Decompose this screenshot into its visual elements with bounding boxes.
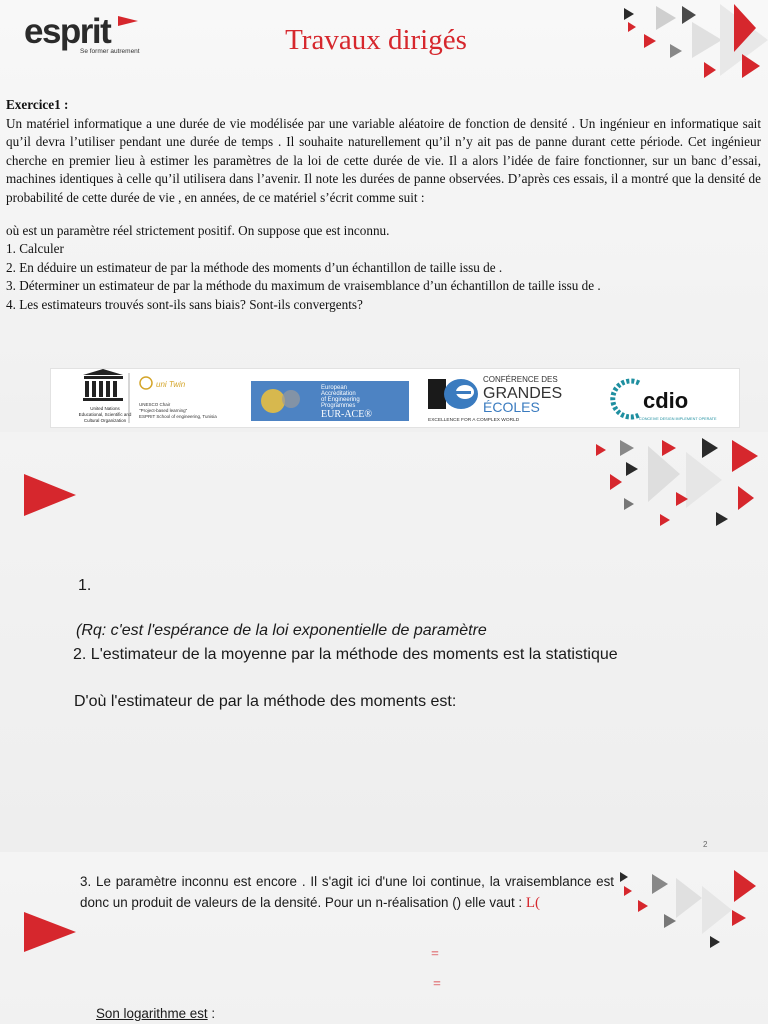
red-arrow-icon <box>24 474 76 516</box>
eurace-line-2: Accreditation <box>321 391 356 397</box>
exercise-heading: Exercice1 : <box>6 97 69 112</box>
partner-logos-icon <box>51 369 739 427</box>
log-likelihood-colon: : <box>207 1006 216 1021</box>
unitwin-name: uni Twin <box>156 380 186 389</box>
eurace-line-4: Programmes <box>321 403 356 409</box>
likelihood-symbol: L( <box>525 894 541 911</box>
decorative-triangles-icon <box>612 866 768 976</box>
exercise-statement: Un matériel informatique a une durée de vie modélisée par une variable aléatoire de fonction de densité . Un ingénieur en informatique sait qu’il devra l’utiliser pendant une durée de temps . Il souhaite naturellement qu’il n’y ait pas de panne durant cette période. Cet ingénieur cherche en premier lieu à estimer les paramètres de la loi de cette durée de vie. Il a alors l’idée de faire fonctionner, sur un banc d’essai, machines identiques à celle qu’il utilisera dans l’avenir. Il note les durées de panne observées. D’après ces essais, il a montré que la densité de probabilité de cette durée de vie , en années, de ce matériel s’écrit comme suit : <box>6 115 761 205</box>
solution-slide <box>0 432 768 852</box>
log-likelihood-label <box>96 1006 215 1021</box>
unesco-line-1: United Nations <box>90 406 120 411</box>
exercise-body <box>6 96 761 315</box>
question-3: 3. Déterminer un estimateur de par la méthode du maximum de vraisemblance d’un échantillon de taille issu de . <box>6 278 601 294</box>
partners-banner <box>50 368 740 428</box>
unitwin-line-1: UNESCO Chair <box>139 402 171 407</box>
eurace-line-1: European <box>321 385 348 391</box>
unesco-line-2: Educational, Scientific and <box>78 412 132 417</box>
answer-2-conclusion: D'où l'estimateur de par la méthode des moments est: <box>74 693 457 710</box>
unesco-logo-icon <box>79 369 132 423</box>
question-1: 1. Calculer <box>6 241 64 257</box>
log-likelihood-text: Son logarithme est <box>96 1006 208 1021</box>
unitwin-line-3: ESPRIT School of engineering, Tunisia <box>139 414 217 419</box>
cdio-name: cdio <box>643 388 689 413</box>
unitwin-logo-icon <box>139 377 217 419</box>
question-2: 2. En déduire un estimateur de par la méthode des moments d’un échantillon de taille issu de . <box>6 259 503 275</box>
cdio-logo-icon <box>613 381 717 421</box>
cge-top: CONFÉRENCE DES <box>483 375 558 384</box>
page-title: Travaux dirigés <box>285 24 467 56</box>
cge-logo-icon <box>428 375 562 423</box>
exercise-note: où est un paramètre réel strictement positif. On suppose que est inconnu. <box>6 222 390 238</box>
exercise-slide <box>0 0 768 432</box>
page-number: 2 <box>703 840 708 849</box>
answer-3 <box>80 872 614 913</box>
equation-line-1: = <box>431 947 439 962</box>
decorative-triangles-icon <box>600 0 768 92</box>
red-arrow-icon <box>24 912 76 952</box>
answer-1: 1. <box>78 577 92 594</box>
decorative-triangles-icon <box>590 434 768 544</box>
logo-wordmark: esprit <box>24 12 111 51</box>
cdio-sub: CONCEIVE DESIGN IMPLEMENT OPERATE <box>639 417 717 421</box>
eurace-logo-icon <box>251 381 409 421</box>
answer-3-text: 3. Le paramètre inconnu est encore . Il s'agit ici d'une loi continue, la vraisemblance est donc un produit de valeurs de la densité. Pour un n-réalisation () elle vaut : <box>80 874 614 910</box>
unesco-line-3: Cultural Organization <box>83 418 127 423</box>
eurace-name: EUR-ACE® <box>321 409 372 420</box>
cge-mid-2: ÉCOLES <box>483 399 540 415</box>
question-4: 4. Les estimateurs trouvés sont-ils sans biais? Sont-ils convergents? <box>6 296 363 312</box>
likelihood-slide <box>0 852 768 1024</box>
cge-bottom: EXCELLENCE FOR A COMPLEX WORLD <box>428 418 520 423</box>
answer-1-remark: (Rq: c'est l'espérance de la loi exponentielle de paramètre <box>76 622 487 639</box>
logo-tagline: Se former autrement <box>80 48 140 55</box>
eurace-line-3: of Engineering <box>321 397 360 403</box>
cge-mid-1: GRANDES <box>483 385 563 402</box>
equation-line-2: = <box>433 977 441 992</box>
unitwin-line-2: "Project-based learning" <box>139 408 188 413</box>
answer-2: 2. L'estimateur de la moyenne par la méthode des moments est la statistique <box>73 646 618 663</box>
